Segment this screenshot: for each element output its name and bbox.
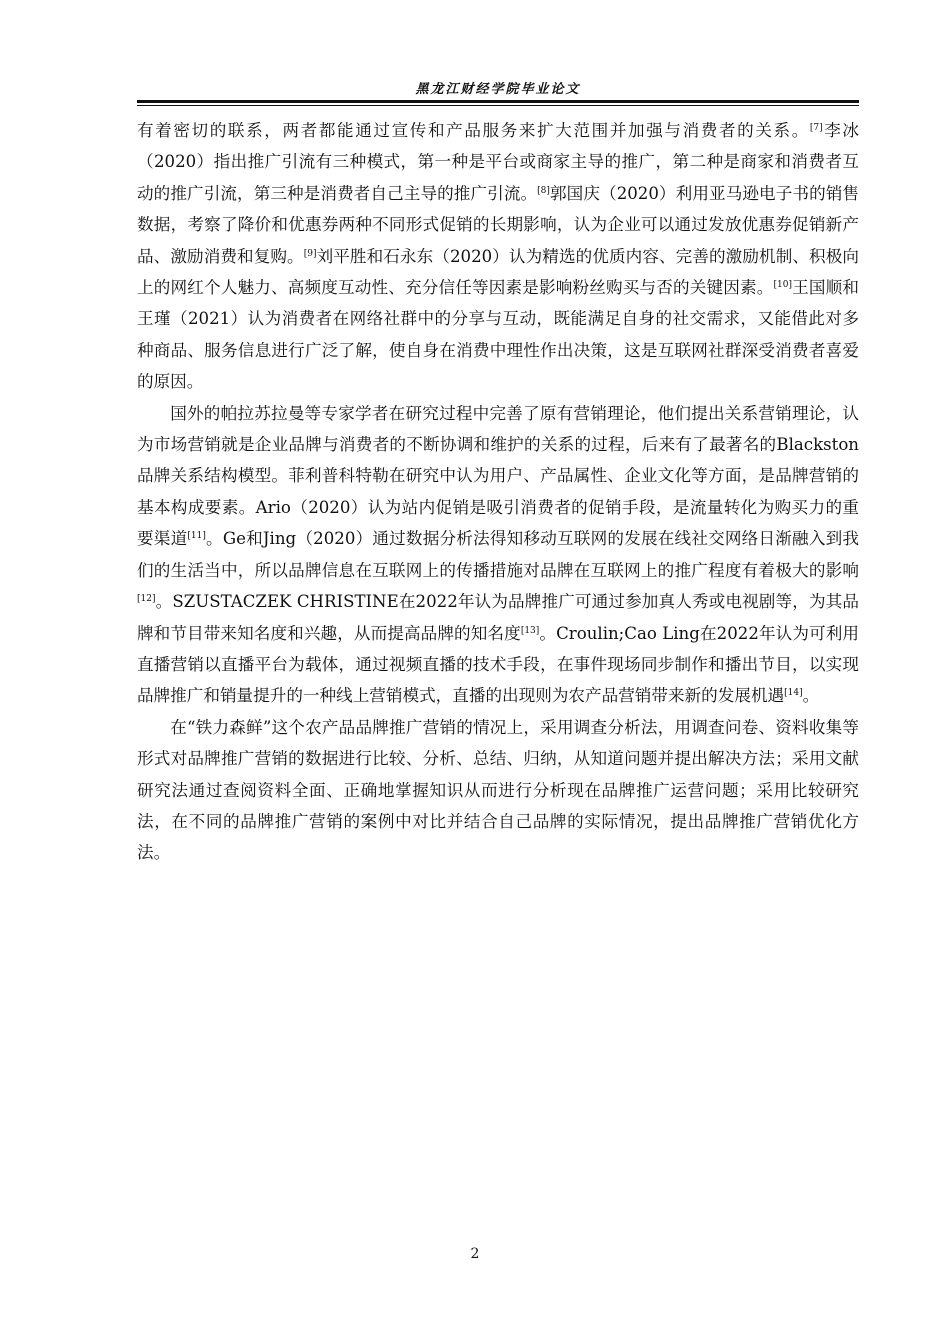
citation-ref: [14] (784, 688, 803, 699)
citation-ref: [12] (137, 594, 156, 605)
citation-ref: [8] (537, 185, 550, 196)
citation-ref: [7] (809, 123, 823, 133)
header-rule-thick (137, 100, 859, 103)
body-text (137, 115, 859, 869)
sentence: 国外的帕拉苏拉曼等专家学者在研究过程中完善了原有营销理论，他们提出关系营销理论，认为市场营销就是企业品牌与消费者的不断协调和维护的关系的过程，后来有了最著名的Blackston品牌关系结构模型。菲利普科特勒在研究中认为用户、产品属性、企业文化等方面，是品牌营销的基本构成要素。Ario（2020）认为站内促销是吸引消费者的促销手段，是流量转化为购买力的重要渠道 (137, 403, 859, 549)
sentence: 王国顺和王瑾（2021）认为消费者在网络社群中的分享与互动，既能满足自身的社交需求，又能借此对多种商品、服务信息进行广泛了解，使自身在消费中理性作出决策，这是互联网社群深受消费者喜爱的原因。 (137, 278, 860, 392)
sentence: 。Croulin;Cao Ling在2022年认为可利用直播营销以直播平台为载体，通过视频直播的技术手段，在事件现场同步制作和播出节目，以实现品牌推广和销量提升的一种线上营销模式，直播的出现则为农产品营销带来新的发展机遇 (137, 623, 859, 706)
sentence: 刘平胜和石永东（2020）认为精选的优质内容、完善的激励机制、积极向上的网红个人魅力、高频度互动性、充分信任等因素是影响粉丝购买与否的关键因素。 (137, 246, 859, 298)
paragraph-literature-domestic (137, 115, 859, 398)
citation-ref: [9] (303, 248, 317, 259)
sentence: 。SZUSTACZEK CHRISTINE在2022年认为品牌推广可通过参加真人秀或电视剧等，为其品牌和节目带来知名度和兴趣，从而提高品牌的知名度 (137, 592, 859, 643)
paragraph-literature-foreign (137, 398, 859, 712)
citation-ref: [13] (520, 625, 540, 636)
sentence: 李冰（2020）指出推广引流有三种模式，第一种是平台或商家主导的推广，第二种是商家和消费者互动的推广引流，第三种是消费者自己主导的推广引流。 (137, 121, 860, 203)
sentence: 郭国庆（2020）利用亚马逊电子书的销售数据，考察了降价和优惠券两种不同形式促销的长期影响，认为企业可以通过发放优惠券促销新产品、激励消费和复购。 (137, 183, 860, 266)
sentence: 有着密切的联系，两者都能通过宣传和产品服务来扩大范围并加强与消费者的关系。 (137, 121, 810, 140)
sentence: 。Ge和Jing（2020）通过数据分析法得知移动互联网的发展在线社交网络日渐融入到我们的生活当中，所以品牌信息在互联网上的传播措施对品牌在互联网上的推广程度有着极大的影响 (137, 529, 860, 580)
paragraph-research-methods (137, 712, 859, 869)
sentence: 在“铁力森鲜”这个农产品品牌推广营销的情况上，采用调查分析法，用调查问卷、资料收集等形式对品牌推广营销的数据进行比较、分析、总结、归纳，从知道问题并提出解决方法；采用文献研究法通过查阅资料全面、正确地掌握知识从而进行分析现在品牌推广运营问题；采用比较研究法，在不同的品牌推广营销的案例中对比并结合自己品牌的实际情况，提出品牌推广营销优化方法。 (137, 717, 859, 863)
header-rule-thin (137, 105, 859, 106)
page-number: 2 (470, 1246, 480, 1262)
citation-ref: [10] (773, 280, 792, 291)
running-header: 黑龙江财经学院毕业论文 (415, 82, 581, 97)
sentence: 。 (802, 686, 820, 706)
citation-ref: [11] (187, 531, 206, 542)
